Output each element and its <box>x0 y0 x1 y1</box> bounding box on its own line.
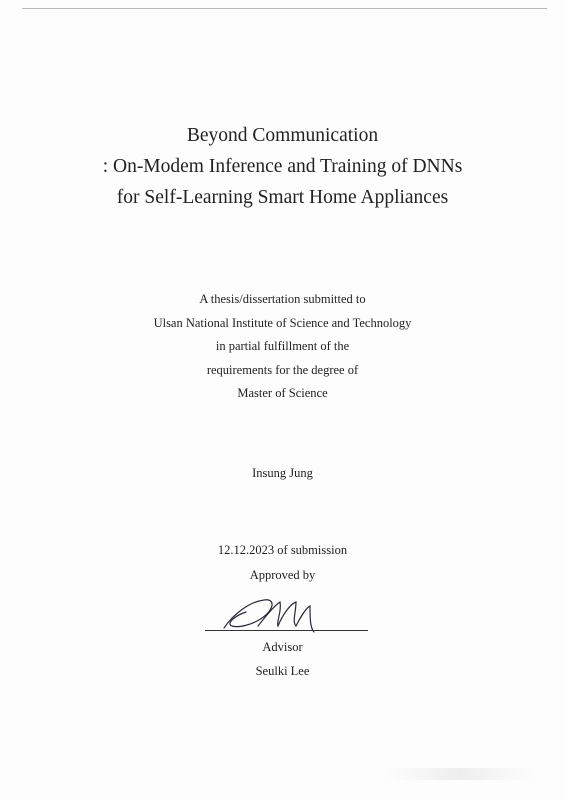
title-line-2: : On-Modem Inference and Training of DNNs <box>102 156 463 177</box>
title-line-3: for Self-Learning Smart Home Appliances <box>116 187 449 208</box>
submission-statement <box>0 288 565 406</box>
title-line-1: Beyond Communication <box>186 125 379 146</box>
statement-line-1: A thesis/dissertation submitted to <box>199 292 366 306</box>
submission-date: 12.12.2023 of submission <box>217 543 348 557</box>
advisor-name: Seulki Lee <box>255 664 310 678</box>
scan-smudge <box>385 768 535 780</box>
statement-line-2: Ulsan National Institute of Science and Technology <box>153 315 412 330</box>
statement-line-3: in partial fulfillment of the <box>215 339 350 353</box>
top-edge-rule <box>22 8 547 9</box>
advisor-label: Advisor <box>262 640 303 654</box>
signature-line <box>205 630 368 631</box>
thesis-title <box>0 120 565 213</box>
approved-by-label: Approved by <box>249 568 316 582</box>
author-name: Insung Jung <box>252 466 313 480</box>
statement-line-4: requirements for the degree of <box>206 362 359 377</box>
advisor-signature <box>218 592 328 642</box>
statement-line-5: Master of Science <box>237 386 328 400</box>
